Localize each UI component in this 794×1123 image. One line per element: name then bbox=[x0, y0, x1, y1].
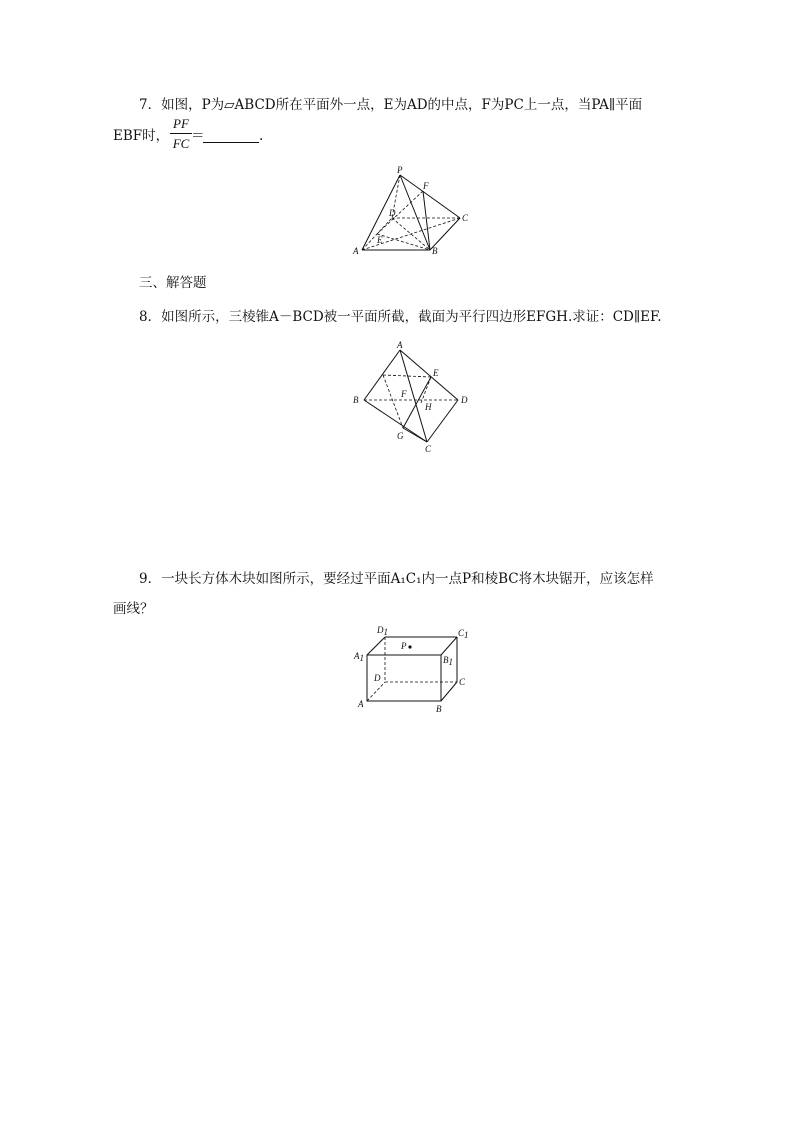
label-P: P bbox=[401, 641, 407, 651]
label-G: G bbox=[397, 431, 404, 441]
q7-text-line2 bbox=[113, 127, 169, 145]
q7-fraction-denominator: FC bbox=[172, 136, 190, 151]
edge-BC bbox=[441, 682, 457, 701]
label-B: B bbox=[436, 704, 442, 714]
label-F: F bbox=[423, 181, 429, 191]
q7-equals: ＝ bbox=[191, 128, 205, 144]
edge-BC bbox=[364, 400, 427, 442]
edge-A1D1 bbox=[367, 637, 385, 655]
label-A: A bbox=[353, 246, 359, 256]
label-D1: D1 bbox=[377, 625, 388, 637]
label-D: D bbox=[374, 673, 381, 683]
label-C1: C1 bbox=[458, 628, 469, 640]
label-C: C bbox=[462, 213, 469, 223]
edge-B1C1 bbox=[441, 637, 457, 655]
label-D: D bbox=[461, 395, 468, 405]
q7-pyramid-figure bbox=[345, 165, 475, 265]
label-D: D bbox=[389, 208, 396, 218]
label-A1: A1 bbox=[354, 651, 364, 663]
label-F: F bbox=[401, 389, 407, 399]
q8-text: 8．如图所示，三棱锥A－BCD被一平面所截，截面为平行四边形EFGH.求证：CD∥EF. bbox=[139, 309, 662, 325]
label-C: C bbox=[425, 444, 432, 454]
label-B: B bbox=[353, 395, 359, 405]
label-A: A bbox=[397, 340, 403, 350]
q9-text-line2: 画线？ bbox=[113, 601, 154, 617]
label-H: H bbox=[425, 402, 432, 412]
section-heading: 三、解答题 bbox=[139, 275, 207, 291]
label-E: E bbox=[377, 235, 383, 245]
label-C: C bbox=[459, 677, 466, 687]
segment-EH bbox=[421, 377, 431, 403]
q9-text-line1: 9．一块长方体木块如图所示，要经过平面A₁C₁内一点P和棱BC将木块锯开，应该怎样 bbox=[139, 571, 654, 587]
edge-AD bbox=[367, 682, 385, 701]
label-A: A bbox=[358, 699, 364, 709]
segment-EB bbox=[377, 234, 430, 250]
point-P bbox=[408, 645, 411, 648]
q7-period: . bbox=[259, 128, 264, 144]
segment-FE bbox=[377, 191, 423, 234]
q7-text-line1: 7．如图，P为▱ABCD所在平面外一点，E为AD的中点，F为PC上一点，当PA∥平面 bbox=[139, 97, 643, 113]
q7-line2-prefix: EBF时， bbox=[113, 128, 170, 144]
edge-AB bbox=[364, 350, 400, 400]
q9-box-figure bbox=[345, 622, 475, 717]
label-P: P bbox=[397, 165, 403, 175]
label-B1: B1 bbox=[443, 655, 453, 667]
edge-CD bbox=[427, 400, 458, 442]
edge-AD bbox=[400, 350, 458, 400]
q7-fraction-bar bbox=[170, 133, 192, 134]
label-E: E bbox=[433, 368, 439, 378]
label-B: B bbox=[432, 246, 438, 256]
q7-answer-blank bbox=[203, 142, 259, 143]
segment-FG bbox=[383, 375, 403, 428]
q7-fraction-numerator: PF bbox=[173, 116, 189, 131]
q8-tetrahedron-figure bbox=[345, 340, 475, 460]
